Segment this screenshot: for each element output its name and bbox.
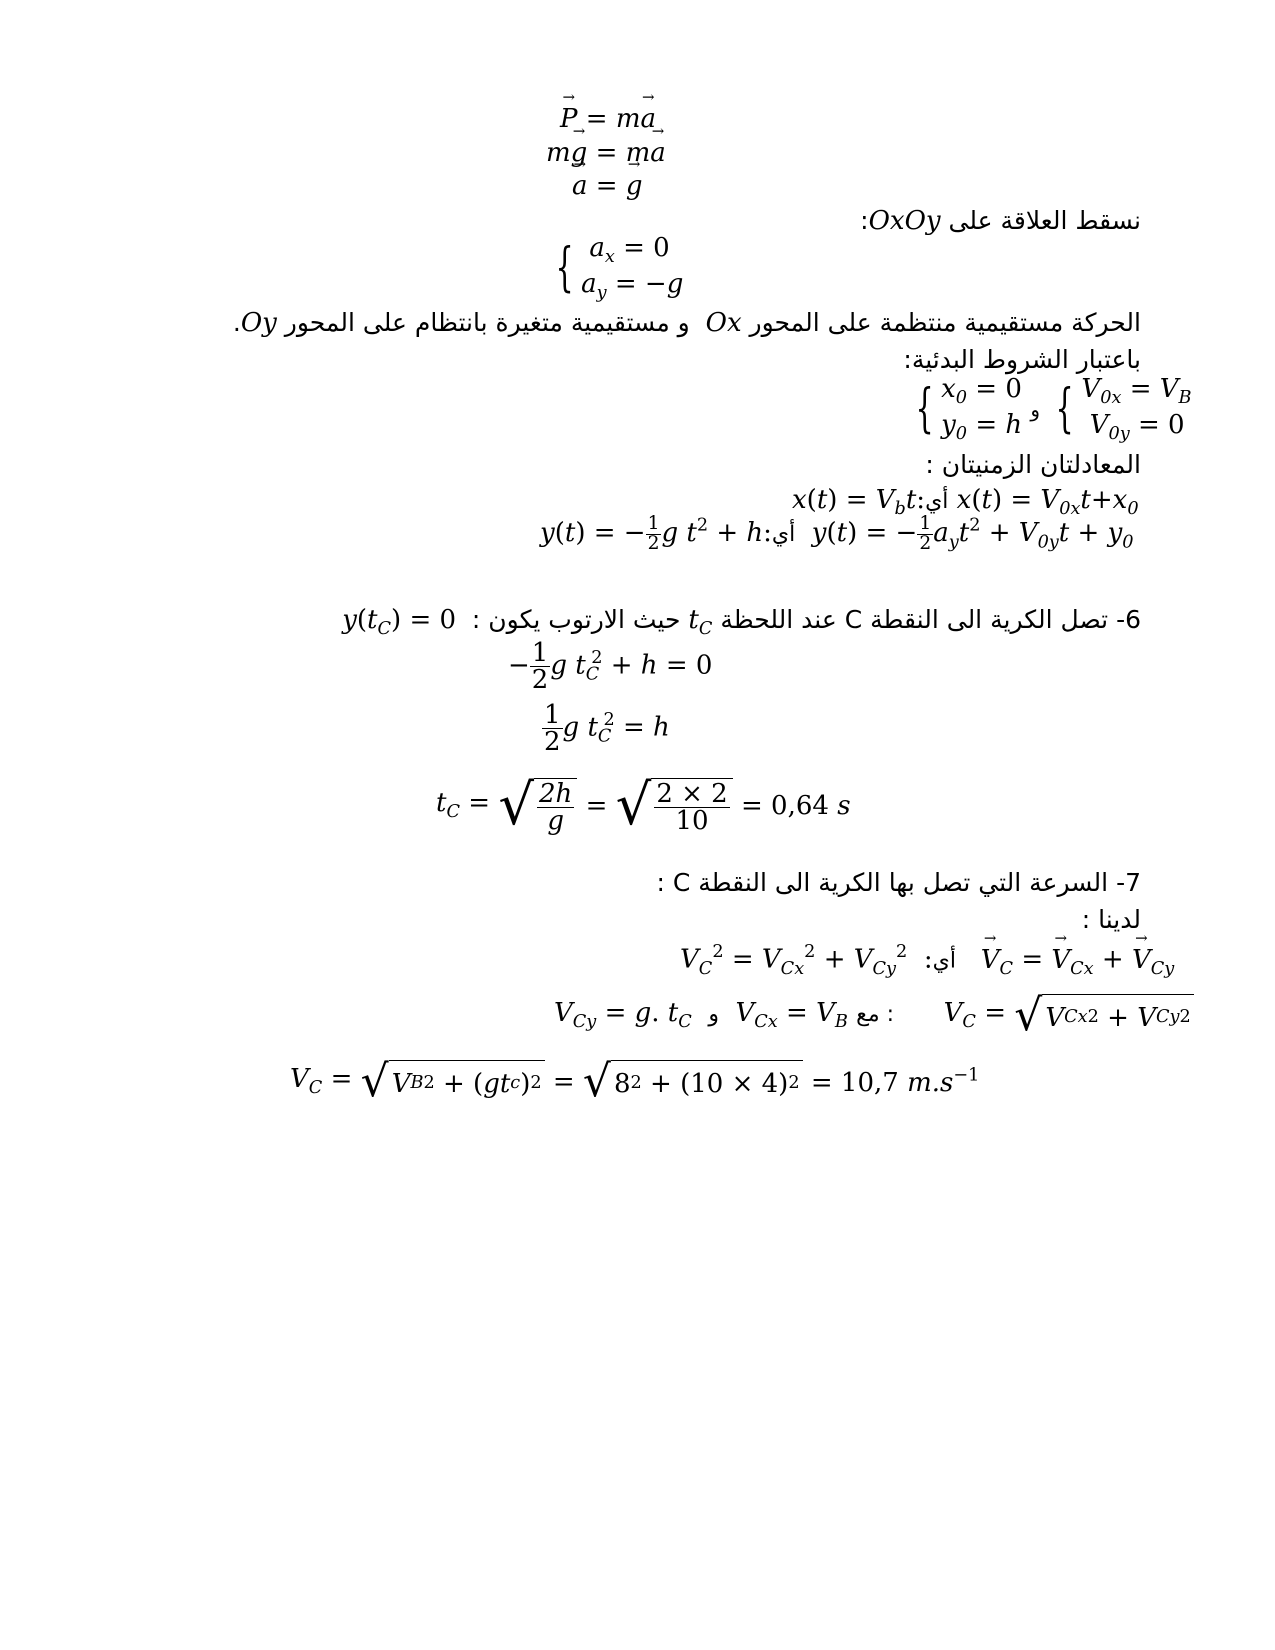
vc-unit-exp: −1	[953, 1065, 980, 1086]
ai-word-2: أي	[771, 522, 796, 548]
q7-statement: 7- السرعة التي تصل بها الكرية الى النقطة C :	[656, 868, 1141, 897]
y0-eq: $y_0 = h$	[941, 410, 1023, 445]
projection-text: نسقط العلاقة على	[940, 206, 1141, 235]
initial-conditions: { $x_0 = 0$ $y_0 = h$ و { $V_{0x} = V_B$ $V_{0y} = 0$	[915, 374, 1192, 445]
q6-statement: 6- تصل الكرية الى النقطة C عند اللحظة $t_C$ حيث الارتوب يكون : $y(t_C) = 0$	[342, 605, 1141, 640]
ai-word: أي	[925, 489, 949, 514]
time-equations-label: المعادلتان الزمنيتان :	[925, 450, 1141, 479]
eq-a-g: → a = → g	[572, 173, 643, 199]
ay-eq: $a_y = -g$	[581, 269, 684, 304]
motion-description: الحركة مستقيمية منتظمة على المحور Ox و مستقيمية متغيرة بانتظام على المحور Oy.	[232, 308, 1141, 338]
vc-result: $V_C$ = √ V B 2 + ( gt c ) 2 = √ 8 2 + (10 × 4) 2 = 10,7 $m.s^{-1}$	[290, 1056, 980, 1107]
tc-result: $t_C$ = √ $\frac{2h}{g}$ = √ $\frac{2 \times 2}{10}$ = 0,64 s	[436, 773, 851, 838]
x0-eq: $x_0 = 0$	[941, 374, 1022, 409]
acceleration-system: { $a_x = 0$ $a_y = -g$	[555, 233, 684, 304]
ax-eq: $a_x = 0$	[581, 233, 670, 268]
q6-eq1: − $\frac{1}{2}$ g $t_C^2 + h = 0$	[508, 638, 713, 695]
vc-vector-equation: $V_C^2 = V_{Cx}^2 + V_{Cy}^2$ :أي → $V_C$ = → $V_{Cx}$ + → $V_{Cy}$	[680, 944, 1174, 978]
y-time-equation: y(t) = − $\frac{1}{2}$ g $t^2$ + h:أي y(t) = − $\frac{1}{2}$ $a_yt^2 + V_{0y}t + y_0$	[540, 513, 1134, 554]
v0y-eq: $V_{0y} = 0$	[1081, 410, 1185, 445]
vc-value: 10,7	[840, 1068, 899, 1099]
q6-eq2: $\frac{1}{2}$ g $t_C^2 = h$	[544, 700, 670, 757]
and-connector-2: و	[708, 1002, 719, 1028]
eq-p-ma: → P = m→ a	[560, 106, 656, 132]
and-connector: و	[1030, 397, 1041, 422]
ladayna-label: لدينا :	[1081, 905, 1141, 934]
vc-norm-equation: $V_{Cy} = g$. $t_C$ و $V_{Cx} = V_B$ مع : $V_C$ = √ V Cx 2 + V Cy 2	[554, 994, 1194, 1038]
projection-label: نسقط العلاقة على OxOy:	[860, 206, 1141, 236]
maa-label: مع :	[856, 1002, 895, 1028]
vc-unit: m.s	[907, 1068, 954, 1099]
tc-unit: s	[837, 791, 851, 821]
initial-conditions-label: باعتبار الشروط البدئية:	[903, 345, 1141, 374]
v0x-eq: $V_{0x} = V_B$	[1081, 374, 1192, 409]
axes-name: OxOy	[868, 206, 941, 236]
x-time-equation: $x(t) = V_bt:أي$ $x(t) = V_{0x}t+x_0$	[792, 485, 1139, 520]
tc-value: 0,64	[771, 791, 829, 821]
ai-word-3: أي	[932, 948, 956, 974]
eq-mg-ma: m→ g = m→ a	[546, 140, 666, 166]
